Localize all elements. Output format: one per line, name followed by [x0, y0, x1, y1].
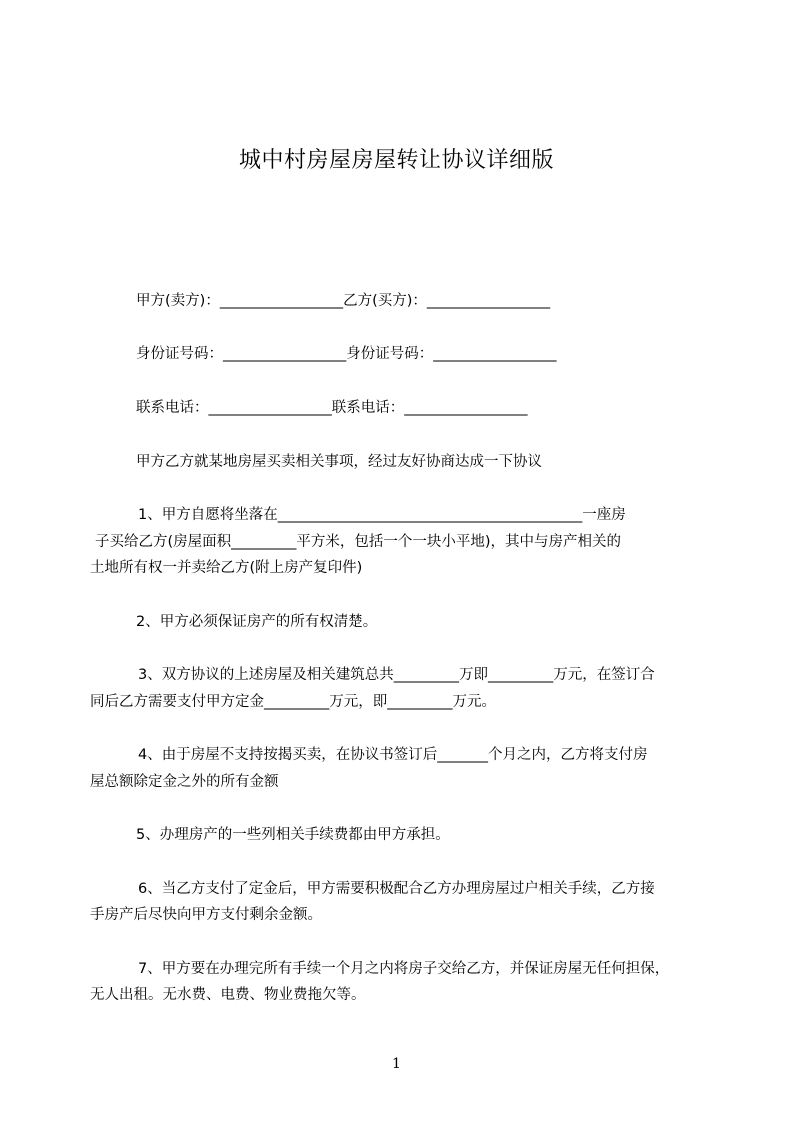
clause-4-line-2: 屋总额除定金之外的所有金额: [90, 774, 279, 790]
clause-6-line-2: 手房产后尽快向甲方支付剩余金额。: [90, 907, 322, 923]
document-title: 城中村房屋房屋转让协议详细版: [238, 148, 554, 173]
id-number-line: 身份证号码：_________________身份证号码：_________________: [136, 346, 557, 362]
clause-3-line-2: 同后乙方需要支付甲方定金_________万元，即_________万元。: [90, 694, 496, 710]
phone-line: 联系电话：_________________联系电话：_________________: [136, 400, 528, 416]
clause-1-line-3: 土地所有权一并卖给乙方(附上房产复印件): [90, 560, 363, 576]
clause-6-line-1: 6、当乙方支付了定金后，甲方需要积极配合乙方办理房屋过户相关手续，乙方接: [138, 881, 655, 897]
clause-2: 2、甲方必须保证房产的所有权清楚。: [136, 614, 378, 630]
clause-1-line-2: 子买给乙方(房屋面积_________平方米，包括一个一块小平地)，其中与房产相关的: [95, 534, 622, 550]
clause-3-line-1: 3、双方协议的上述房屋及相关建筑总共_________万即_________万元，在签订合: [138, 667, 655, 683]
intro-paragraph: 甲方乙方就某地房屋买卖相关事项，经过友好协商达成一下协议: [136, 454, 542, 470]
clause-5: 5、办理房产的一些列相关手续费都由甲方承担。: [136, 827, 450, 843]
clause-1-line-1: 1、甲方自愿将坐落在__________________________________________一座房: [138, 507, 626, 523]
page-number: 1: [392, 1056, 401, 1072]
clause-7-line-1: 7、甲方要在办理完所有手续一个月之内将房子交给乙方，并保证房屋无任何担保，: [138, 961, 670, 977]
clause-7-line-2: 无人出租。无水费、电费、物业费拖欠等。: [90, 987, 366, 1003]
party-names-line: 甲方(卖方)：_________________乙方(买方)：_________________: [136, 293, 551, 309]
clause-4-line-1: 4、由于房屋不支持按揭买卖，在协议书签订后_______个月之内，乙方将支付房: [138, 747, 648, 763]
